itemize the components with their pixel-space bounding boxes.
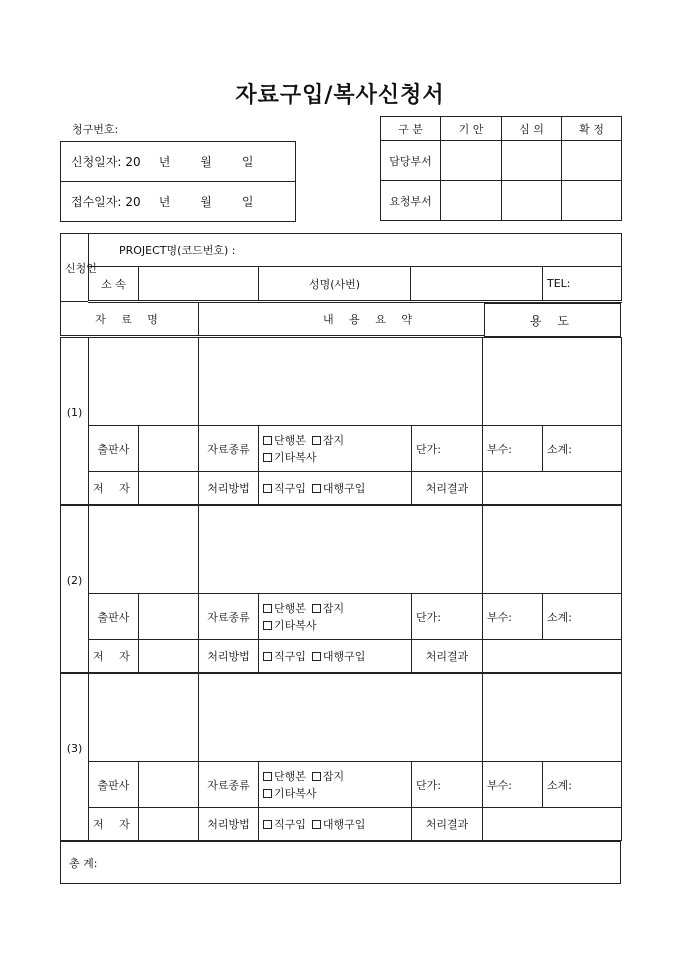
item-publisher-row [61, 594, 622, 640]
type-option-book[interactable]: 단행본 [263, 432, 306, 449]
method-option-agency[interactable]: 대행구입 [312, 480, 366, 496]
material-name-cell[interactable] [89, 338, 199, 426]
approval-row-label: 요청부서 [381, 181, 441, 221]
total-field[interactable]: 총 계: [61, 842, 621, 884]
type-option-copy[interactable]: 기타복사 [263, 449, 317, 466]
result-value[interactable] [483, 472, 622, 505]
item-number: (2) [61, 506, 89, 673]
type-options [259, 426, 412, 472]
tel-field[interactable]: TEL: [543, 267, 622, 302]
name-value[interactable] [411, 267, 543, 302]
project-name-field[interactable]: PROJECT명(코드번호) : [89, 234, 622, 267]
approval-row [381, 141, 622, 181]
form-title: 자료구입/복사신청서 [235, 82, 445, 108]
summary-cell[interactable] [199, 674, 483, 762]
item-publisher-row [61, 762, 622, 808]
receive-day: 일 [241, 195, 254, 209]
price-field[interactable]: 단가: [412, 594, 483, 640]
receive-date-row [61, 182, 295, 221]
request-number-label: 청구번호: [72, 123, 119, 136]
method-option-direct[interactable]: 직구입 [263, 648, 306, 664]
approval-header-cell: 구 분 [381, 117, 441, 141]
publisher-value[interactable] [139, 594, 199, 640]
result-label: 처리결과 [412, 472, 483, 505]
approval-sign-cell[interactable] [441, 181, 502, 221]
receive-year: 년 [158, 195, 171, 209]
item-block-1 [60, 337, 622, 505]
method-option-direct[interactable]: 직구입 [263, 816, 306, 832]
total-table [60, 841, 621, 884]
affiliation-row [61, 267, 622, 302]
author-label: 저 자 [89, 808, 139, 841]
copies-field[interactable]: 부수: [483, 594, 543, 640]
type-option-copy[interactable]: 기타복사 [263, 617, 317, 634]
type-options [259, 762, 412, 808]
type-option-copy[interactable]: 기타복사 [263, 785, 317, 802]
approval-sign-cell[interactable] [562, 181, 622, 221]
method-options [259, 808, 412, 841]
method-options [259, 472, 412, 505]
type-label: 자료종류 [199, 426, 259, 472]
approval-header-cell: 확 정 [562, 117, 622, 141]
date-box [60, 141, 296, 222]
material-name-header: 자 료 명 [61, 302, 199, 336]
method-label: 처리방법 [199, 472, 259, 505]
author-value[interactable] [139, 808, 199, 841]
method-option-direct[interactable]: 직구입 [263, 480, 306, 496]
project-row [61, 234, 622, 267]
publisher-label: 출판사 [89, 594, 139, 640]
applicant-label: 신청인 [61, 234, 89, 302]
subtotal-field[interactable]: 소계: [543, 762, 622, 808]
method-label: 처리방법 [199, 640, 259, 673]
item-author-row [61, 808, 622, 841]
item-number: (1) [61, 338, 89, 505]
summary-cell[interactable] [199, 338, 483, 426]
name-label: 성명(사번) [259, 267, 411, 302]
subtotal-field[interactable]: 소계: [543, 594, 622, 640]
apply-year: 년 [158, 155, 171, 169]
approval-header-cell: 심 의 [502, 117, 562, 141]
type-label: 자료종류 [199, 594, 259, 640]
apply-month: 월 [200, 155, 212, 169]
type-option-magazine[interactable]: 잡지 [312, 600, 344, 617]
summary-cell[interactable] [199, 506, 483, 594]
items-container [60, 337, 621, 884]
usage-cell[interactable] [483, 506, 622, 594]
receive-date-label: 접수일자: [71, 195, 122, 209]
author-value[interactable] [139, 640, 199, 673]
item-content-row [61, 674, 622, 762]
price-field[interactable]: 단가: [412, 762, 483, 808]
usage-header: 용 도 [484, 303, 621, 337]
author-label: 저 자 [89, 472, 139, 505]
copies-field[interactable]: 부수: [483, 762, 543, 808]
approval-sign-cell[interactable] [441, 141, 502, 181]
material-name-cell[interactable] [89, 674, 199, 762]
receive-month: 월 [200, 195, 212, 209]
result-label: 처리결과 [412, 640, 483, 673]
type-option-magazine[interactable]: 잡지 [312, 768, 344, 785]
result-label: 처리결과 [412, 808, 483, 841]
item-author-row [61, 640, 622, 673]
approval-table [380, 116, 622, 221]
approval-row [381, 181, 622, 221]
usage-cell[interactable] [483, 674, 622, 762]
method-option-agency[interactable]: 대행구입 [312, 648, 366, 664]
item-block-2 [60, 505, 622, 673]
approval-sign-cell[interactable] [562, 141, 622, 181]
method-options [259, 640, 412, 673]
approval-row-label: 담당부서 [381, 141, 441, 181]
receive-year-prefix: 20 [125, 194, 141, 209]
item-author-row [61, 472, 622, 505]
type-label: 자료종류 [199, 762, 259, 808]
subtotal-field[interactable]: 소계: [543, 426, 622, 472]
type-option-book[interactable]: 단행본 [263, 600, 306, 617]
price-field[interactable]: 단가: [412, 426, 483, 472]
affiliation-value[interactable] [139, 267, 259, 302]
approval-sign-cell[interactable] [502, 141, 562, 181]
apply-year-prefix: 20 [125, 154, 141, 169]
affiliation-label: 소 속 [89, 267, 139, 302]
type-option-book[interactable]: 단행본 [263, 768, 306, 785]
author-value[interactable] [139, 472, 199, 505]
item-content-row [61, 506, 622, 594]
total-row [61, 842, 621, 884]
publisher-value[interactable] [139, 426, 199, 472]
summary-header: 내 용 요 약 [199, 302, 543, 336]
apply-date-row [61, 142, 295, 182]
approval-sign-cell[interactable] [502, 181, 562, 221]
method-label: 처리방법 [199, 808, 259, 841]
publisher-label: 출판사 [89, 426, 139, 472]
publisher-label: 출판사 [89, 762, 139, 808]
method-option-agency[interactable]: 대행구입 [312, 816, 366, 832]
author-label: 저 자 [89, 640, 139, 673]
approval-header-cell: 기 안 [441, 117, 502, 141]
copies-field[interactable]: 부수: [483, 426, 543, 472]
publisher-value[interactable] [139, 762, 199, 808]
usage-cell[interactable] [483, 338, 622, 426]
result-value[interactable] [483, 808, 622, 841]
material-name-cell[interactable] [89, 506, 199, 594]
type-options [259, 594, 412, 640]
item-number: (3) [61, 674, 89, 841]
item-content-row [61, 338, 622, 426]
approval-header-row [381, 117, 622, 141]
apply-date-label: 신청일자: [71, 155, 122, 169]
apply-day: 일 [241, 155, 254, 169]
item-block-3 [60, 673, 622, 841]
result-value[interactable] [483, 640, 622, 673]
type-option-magazine[interactable]: 잡지 [312, 432, 344, 449]
item-publisher-row [61, 426, 622, 472]
